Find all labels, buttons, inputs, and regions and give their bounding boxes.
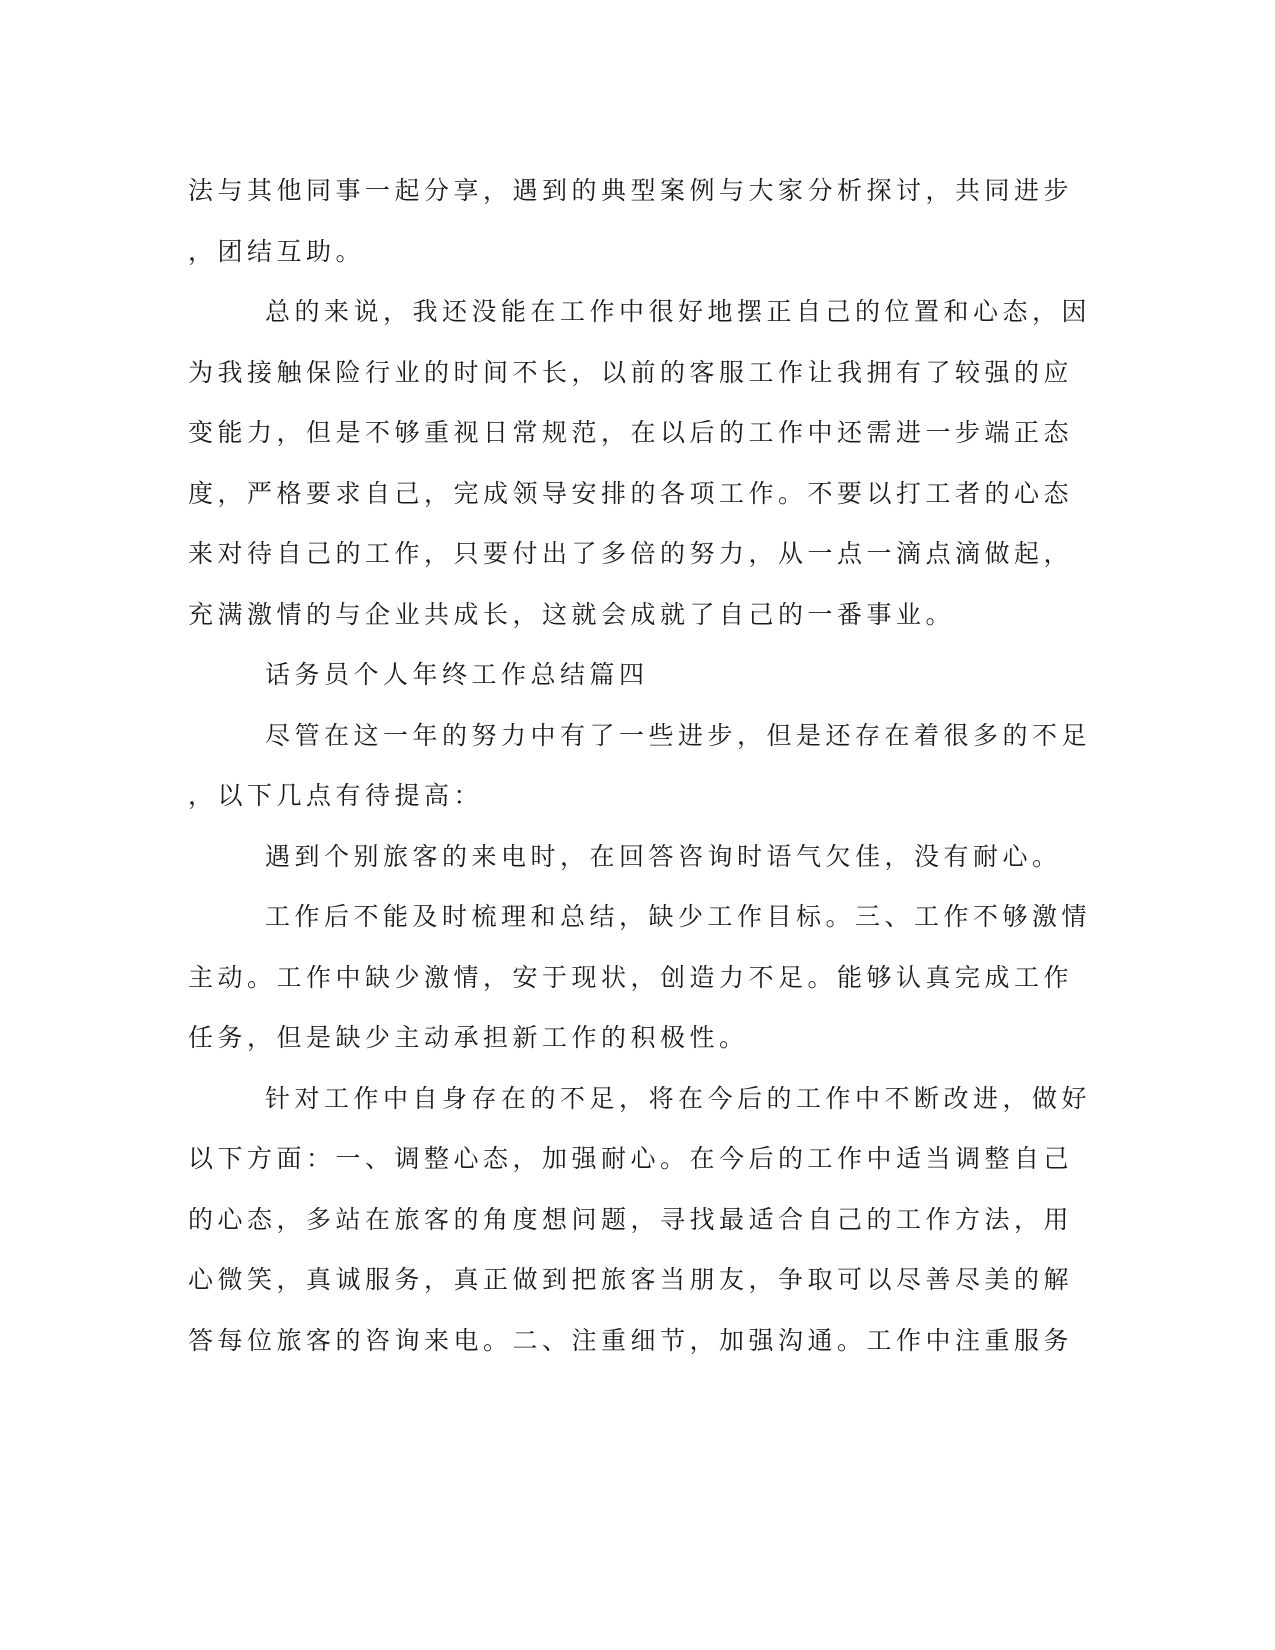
text-line: 度，严格要求自己，完成领导安排的各项工作。不要以打工者的心态 xyxy=(188,478,1074,508)
text-line: 变能力，但是不够重视日常规范，在以后的工作中还需进一步端正态 xyxy=(188,418,1074,447)
text-line: 充满激情的与企业共成长，这就会成就了自己的一番事业。 xyxy=(188,599,956,629)
text-line: 法与其他同事一起分享，遇到的典型案例与大家分析探讨，共同进步 xyxy=(188,176,1074,205)
text-line: 的心态，多站在旅客的角度想问题，寻找最适合自己的工作方法，用 xyxy=(188,1204,1074,1234)
text-line: 任务，但是缺少主动承担新工作的积极性。 xyxy=(188,1023,749,1052)
section-heading: 话务员个人年终工作总结篇四 xyxy=(265,660,649,689)
paragraph-start-line: 针对工作中自身存在的不足，将在今后的工作中不断改进，做好 xyxy=(265,1083,1092,1113)
text-line: ，以下几点有待提高： xyxy=(188,781,484,810)
paragraph-start-line: 总的来说，我还没能在工作中很好地摆正自己的位置和心态，因 xyxy=(265,297,1092,326)
text-line: 主动。工作中缺少激情，安于现状，创造力不足。能够认真完成工作 xyxy=(188,962,1074,992)
text-line: 以下方面：一、调整心态，加强耐心。在今后的工作中适当调整自己 xyxy=(188,1144,1074,1173)
text-line: 为我接触保险行业的时间不长，以前的客服工作让我拥有了较强的应 xyxy=(188,357,1074,387)
document-body xyxy=(188,161,1092,1371)
paragraph-start-line: 尽管在这一年的努力中有了一些进步，但是还存在着很多的不足 xyxy=(265,720,1092,750)
text-line: ，团结互助。 xyxy=(188,236,366,266)
paragraph-start-line: 工作后不能及时梳理和总结，缺少工作目标。三、工作不够激情 xyxy=(265,902,1092,931)
text-line: 来对待自己的工作，只要付出了多倍的努力，从一点一滴点滴做起， xyxy=(188,539,1074,568)
paragraph-start-line: 遇到个别旅客的来电时，在回答咨询时语气欠佳，没有耐心。 xyxy=(265,841,1062,871)
text-line: 心微笑，真诚服务，真正做到把旅客当朋友，争取可以尽善尽美的解 xyxy=(188,1265,1074,1294)
text-line: 答每位旅客的咨询来电。二、注重细节，加强沟通。工作中注重服务 xyxy=(188,1325,1074,1355)
